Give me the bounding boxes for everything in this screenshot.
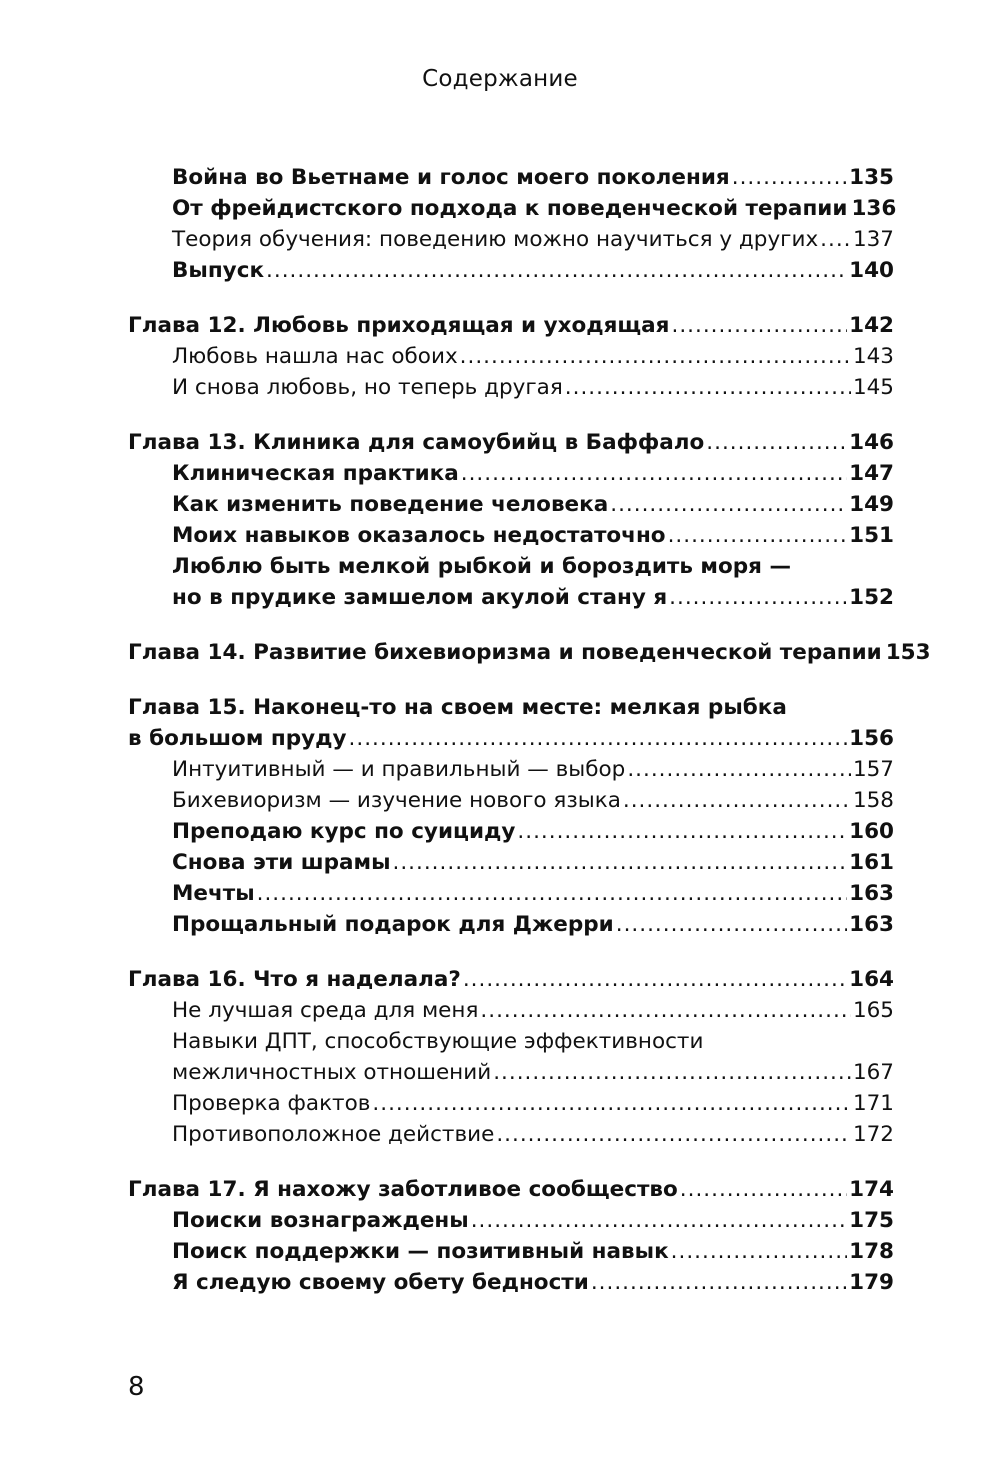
section-spacer <box>128 940 894 964</box>
dot-leader <box>257 878 847 909</box>
dot-leader <box>610 489 847 520</box>
chapter-title: Глава 12. Любовь приходящая и уходящая <box>128 313 670 338</box>
toc-entry-title: Навыки ДПТ, способствующие эффективности <box>172 1029 704 1054</box>
dot-leader <box>372 1088 851 1119</box>
toc-entry-page: 172 <box>852 1122 894 1147</box>
toc-entry-title: Теория обучения: поведению можно научиться у других <box>172 227 819 252</box>
chapter-title: Глава 13. Клиника для самоубийц в Баффало <box>128 430 705 455</box>
dot-leader <box>565 372 851 403</box>
toc-entry-title: Поиск поддержки — позитивный навык <box>172 1239 669 1264</box>
toc-entry-title-continued: но в прудике замшелом акулой стану я <box>172 585 668 610</box>
toc-entry <box>128 224 894 255</box>
chapter-title: Глава 16. Что я наделала? <box>128 967 461 992</box>
toc-entry <box>128 1119 894 1150</box>
dot-leader <box>591 1267 847 1298</box>
toc-entry-page: 178 <box>849 1239 894 1264</box>
dot-leader <box>393 847 848 878</box>
toc-entry-page: 158 <box>852 788 894 813</box>
toc-entry-title: Снова эти шрамы <box>172 850 391 875</box>
dot-leader <box>627 754 851 785</box>
dot-leader <box>471 1205 847 1236</box>
chapter-page: 156 <box>849 726 894 751</box>
toc-entry-title: Как изменить поведение человека <box>172 492 609 517</box>
toc-entry-page: 145 <box>852 375 894 400</box>
chapter-16-heading <box>128 964 894 995</box>
toc-entry-title: Люблю быть мелкой рыбкой и бороздить моря — <box>172 554 791 579</box>
dot-leader <box>463 964 847 995</box>
dot-leader <box>460 341 851 372</box>
toc-entry <box>128 489 894 520</box>
toc-entry <box>128 754 894 785</box>
toc-entry-page: 171 <box>852 1091 894 1116</box>
chapter-page: 142 <box>849 313 894 338</box>
toc-entry <box>128 878 894 909</box>
toc-entry-page: 157 <box>852 757 894 782</box>
toc-entry-title: Любовь нашла нас обоих <box>172 344 458 369</box>
chapter-page: 146 <box>849 430 894 455</box>
toc-entry-title: Интуитивный — и правильный — выбор <box>172 757 626 782</box>
section-spacer <box>128 668 894 692</box>
toc-entry-title: Мечты <box>172 881 255 906</box>
toc-entry-title: От фрейдистского подхода к поведенческой терапии <box>172 196 848 221</box>
page-number: 8 <box>128 1372 145 1402</box>
chapter-title-continued: в большом пруду <box>128 726 347 751</box>
toc-entry-title: Бихевиоризм — изучение нового языка <box>172 788 621 813</box>
toc-entry <box>128 372 894 403</box>
toc-entry <box>128 458 894 489</box>
toc-entry-page: 143 <box>852 344 894 369</box>
toc-entry-page: 140 <box>849 258 894 283</box>
toc-entry-title: Выпуск <box>172 258 265 283</box>
toc-entry-page: 137 <box>852 227 894 252</box>
toc-entry <box>128 341 894 372</box>
toc-entry <box>128 193 897 224</box>
chapter-15-heading-line-1 <box>128 692 894 723</box>
dot-leader <box>517 816 847 847</box>
toc-entry-page: 152 <box>849 585 894 610</box>
toc-entry-title: Проверка фактов <box>172 1091 371 1116</box>
toc-entry-page: 160 <box>849 819 894 844</box>
toc-entry-page: 163 <box>849 881 894 906</box>
dot-leader <box>820 224 851 255</box>
toc-entry-page: 179 <box>849 1270 894 1295</box>
toc-entry-page: 163 <box>849 912 894 937</box>
toc-entry <box>128 909 894 940</box>
toc-entry <box>128 1057 894 1088</box>
toc-entry <box>128 582 894 613</box>
dot-leader <box>680 1174 847 1205</box>
toc-entry <box>128 1205 894 1236</box>
toc-entry-page: 165 <box>852 998 894 1023</box>
toc-entry-page: 147 <box>849 461 894 486</box>
toc-entry <box>128 816 894 847</box>
toc-entry-title: Моих навыков оказалось недостаточно <box>172 523 666 548</box>
dot-leader <box>496 1119 851 1150</box>
section-spacer <box>128 1150 894 1174</box>
dot-leader <box>671 1236 847 1267</box>
chapter-title: Глава 17. Я нахожу заботливое сообщество <box>128 1177 678 1202</box>
dot-leader <box>266 255 847 286</box>
toc-entry-page: 175 <box>849 1208 894 1233</box>
chapter-page: 174 <box>849 1177 894 1202</box>
chapter-12-heading <box>128 310 894 341</box>
toc-entry <box>128 1267 894 1298</box>
toc-entry-page: 135 <box>849 165 894 190</box>
toc-entry-page: 136 <box>851 196 897 221</box>
toc-entry <box>128 785 894 816</box>
toc-entry-title: Прощальный подарок для Джерри <box>172 912 614 937</box>
toc-entry-line-1 <box>128 551 894 582</box>
dot-leader <box>668 520 848 551</box>
toc-entry-page: 151 <box>849 523 894 548</box>
chapter-title: Глава 15. Наконец-то на своем месте: мелкая рыбка <box>128 695 787 720</box>
toc-entry-page: 149 <box>849 492 894 517</box>
toc-entry-page: 167 <box>852 1060 894 1085</box>
toc-entry <box>128 995 894 1026</box>
toc-entry-title: Я следую своему обету бедности <box>172 1270 589 1295</box>
chapter-15-heading <box>128 723 894 754</box>
toc-entry-title: Поиски вознаграждены <box>172 1208 469 1233</box>
chapter-17-heading <box>128 1174 894 1205</box>
dot-leader <box>706 427 847 458</box>
section-spacer <box>128 403 894 427</box>
toc-entry <box>128 847 894 878</box>
dot-leader <box>672 310 848 341</box>
toc-entry-title-continued: межличностных отношений <box>172 1060 492 1085</box>
toc-entry <box>128 1236 894 1267</box>
section-spacer <box>128 613 894 637</box>
chapter-page: 153 <box>885 640 931 665</box>
chapter-page: 164 <box>849 967 894 992</box>
chapter-13-heading <box>128 427 894 458</box>
toc-entry <box>128 1088 894 1119</box>
toc-entry-page: 161 <box>849 850 894 875</box>
section-spacer <box>128 286 894 310</box>
running-header: Содержание <box>422 66 578 92</box>
dot-leader <box>480 995 851 1026</box>
toc-entry-title: Не лучшая среда для меня <box>172 998 479 1023</box>
dot-leader <box>349 723 848 754</box>
toc-entry-line-1 <box>128 1026 894 1057</box>
dot-leader <box>461 458 847 489</box>
dot-leader <box>623 785 851 816</box>
toc-entry <box>128 520 894 551</box>
dot-leader <box>493 1057 851 1088</box>
dot-leader <box>732 162 847 193</box>
toc-entry-title: Клиническая практика <box>172 461 459 486</box>
dot-leader <box>669 582 847 613</box>
dot-leader <box>616 909 847 940</box>
chapter-14-heading <box>128 637 931 668</box>
toc-entry <box>128 255 894 286</box>
toc-entry-title: Война во Вьетнаме и голос моего поколения <box>172 165 730 190</box>
toc-entry-title: Преподаю курс по суициду <box>172 819 516 844</box>
toc-entry-title: И снова любовь, но теперь другая <box>172 375 563 400</box>
toc-entry <box>128 162 894 193</box>
toc-entry-title: Противоположное действие <box>172 1122 495 1147</box>
table-of-contents <box>128 162 931 1298</box>
chapter-title: Глава 14. Развитие бихевиоризма и поведенческой терапии <box>128 640 882 665</box>
